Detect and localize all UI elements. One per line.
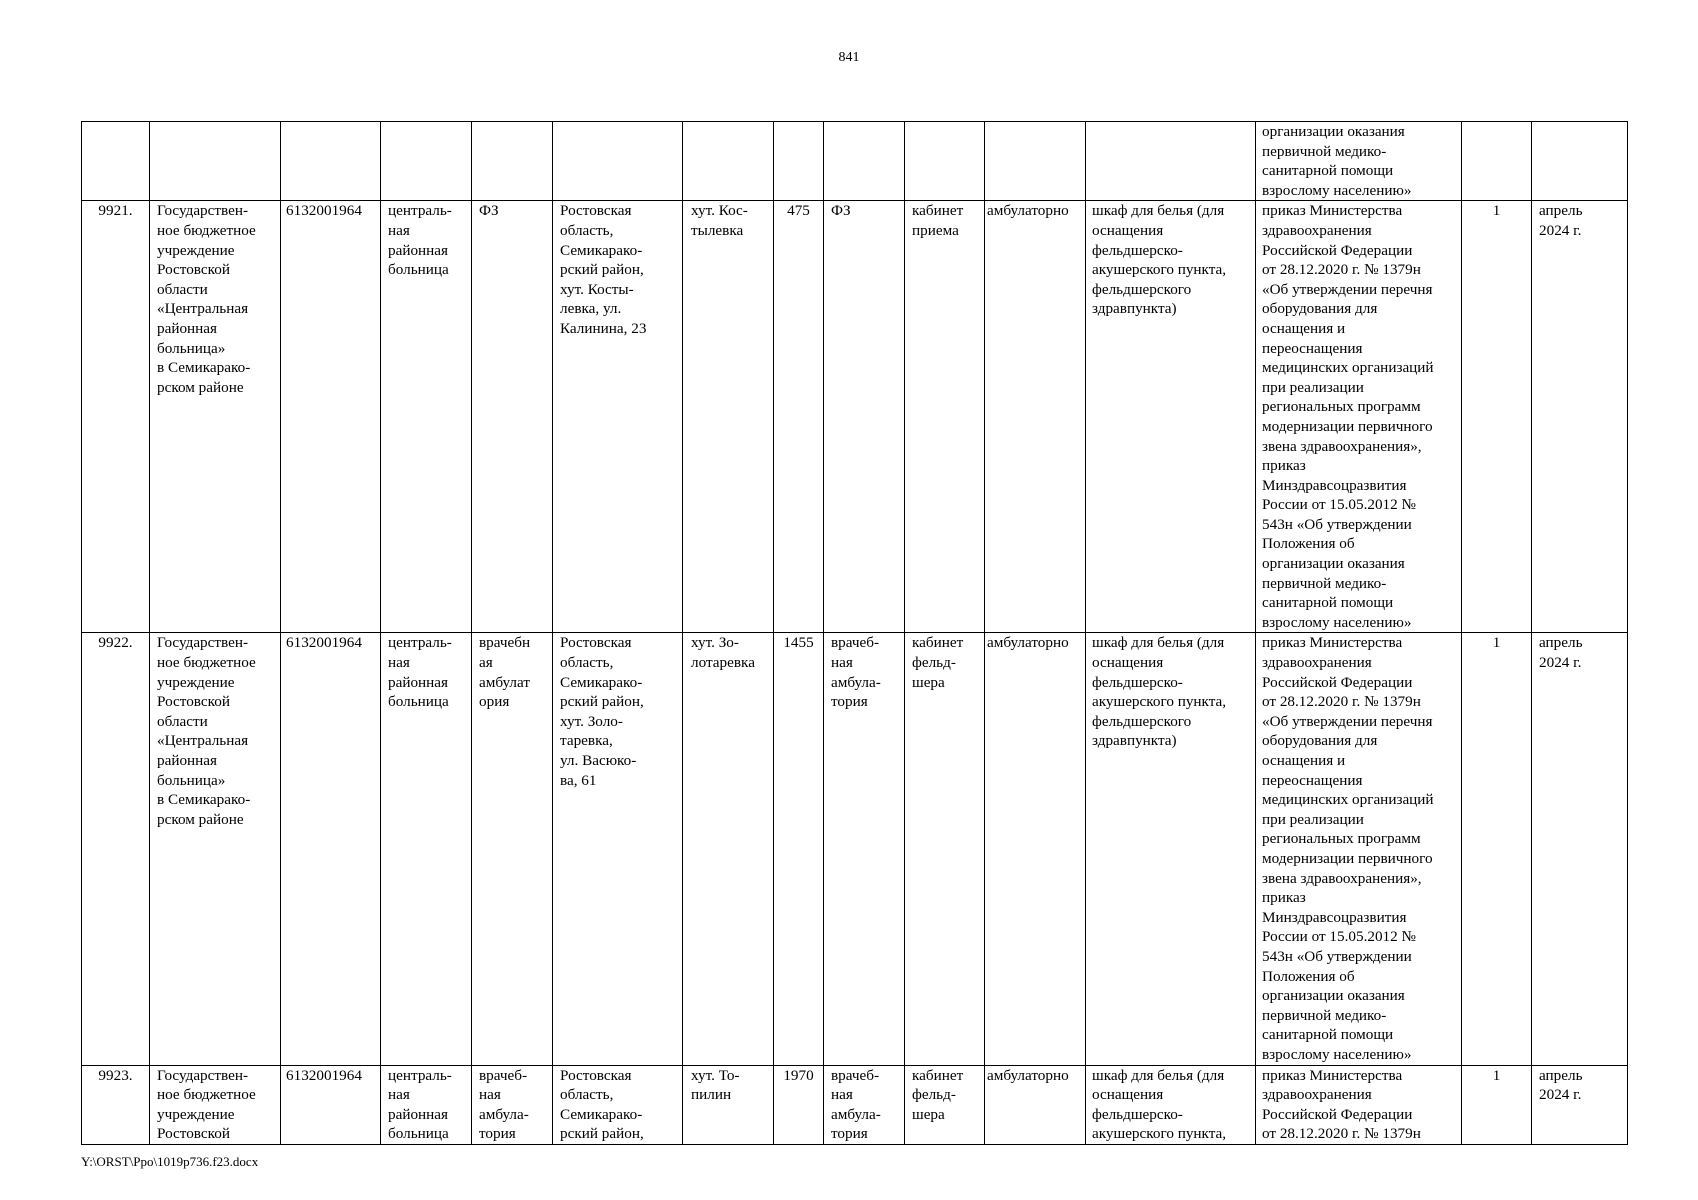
cell-quantity	[1462, 122, 1532, 201]
table-row-continuation	[82, 122, 1628, 201]
cell-population: 1455	[774, 633, 824, 1065]
cell-date: апрель 2024 г.	[1532, 201, 1628, 633]
cell-number: 9921.	[82, 201, 150, 633]
cell-unit-type: врачеб- ная амбула- тория	[472, 1065, 553, 1144]
cell-inn	[281, 122, 381, 201]
table-row	[82, 633, 1628, 1065]
cell-unit-name: врачеб- ная амбула- тория	[824, 633, 905, 1065]
page-number: 841	[838, 50, 860, 65]
cell-equipment	[1086, 122, 1256, 201]
cell-equipment: шкаф для белья (для оснащения фельдшерско- акушерского пункта, фельдшерского здравпункта)	[1086, 201, 1256, 633]
cell-address: Ростовская область, Семикарако- рский район, хут. Косты- левка, ул. Калинина, 23	[553, 201, 683, 633]
cell-organization	[150, 122, 281, 201]
cell-population: 475	[774, 201, 824, 633]
cell-cabinet: кабинет фельд- шера	[905, 633, 985, 1065]
table-row	[82, 1065, 1628, 1144]
cell-cabinet: кабинет приема	[905, 201, 985, 633]
cell-unit-type	[472, 122, 553, 201]
cell-unit-name: врачеб- ная амбула- тория	[824, 1065, 905, 1144]
cell-address	[553, 122, 683, 201]
cell-unit-type: врачебн ая амбулат ория	[472, 633, 553, 1065]
cell-quantity: 1	[1462, 201, 1532, 633]
cell-number: 9922.	[82, 633, 150, 1065]
cell-care-type: амбулаторно	[985, 633, 1086, 1065]
cell-inn: 6132001964	[281, 633, 381, 1065]
cell-settlement: хут. Зо- лотаревка	[683, 633, 774, 1065]
cell-unit-type: ФЗ	[472, 201, 553, 633]
cell-cabinet: кабинет фельд- шера	[905, 1065, 985, 1144]
cell-number	[82, 122, 150, 201]
cell-org-type: централь- ная районная больница	[381, 1065, 472, 1144]
cell-equipment: шкаф для белья (для оснащения фельдшерско- акушерского пункта, фельдшерского здравпункта)	[1086, 633, 1256, 1065]
cell-quantity: 1	[1462, 1065, 1532, 1144]
cell-care-type	[985, 122, 1086, 201]
cell-date: апрель 2024 г.	[1532, 633, 1628, 1065]
cell-number: 9923.	[82, 1065, 150, 1144]
cell-date: апрель 2024 г.	[1532, 1065, 1628, 1144]
cell-org-type: централь- ная районная больница	[381, 633, 472, 1065]
footer-file-path: Y:\ORST\Ppo\1019p736.f23.docx	[81, 1154, 259, 1169]
cell-documents: приказ Министерства здравоохранения Российской Федерации от 28.12.2020 г. № 1379н	[1256, 1065, 1462, 1144]
cell-organization: Государствен- ное бюджетное учреждение Ростовской области «Центральная районная больница» в Семикарако- рском районе	[150, 633, 281, 1065]
cell-org-type: централь- ная районная больница	[381, 201, 472, 633]
cell-organization: Государствен- ное бюджетное учреждение Ростовской	[150, 1065, 281, 1144]
cell-documents: приказ Министерства здравоохранения Российской Федерации от 28.12.2020 г. № 1379н «Об утверждении перечня оборудования для оснащения и переоснащения медицинских организаций при реализации региональных программ модернизации первичного звена здравоохранения», приказ Минздравсоцразвития России от 15.05.2012 № 543н «Об утверждении Положения об организации оказания первичной медико- санитарной помощи взрослому населению»	[1256, 633, 1462, 1065]
cell-inn: 6132001964	[281, 1065, 381, 1144]
cell-unit-name: ФЗ	[824, 201, 905, 633]
cell-quantity: 1	[1462, 633, 1532, 1065]
cell-population: 1970	[774, 1065, 824, 1144]
cell-settlement	[683, 122, 774, 201]
cell-date	[1532, 122, 1628, 201]
cell-population	[774, 122, 824, 201]
cell-care-type: амбулаторно	[985, 1065, 1086, 1144]
cell-address: Ростовская область, Семикарако- рский район,	[553, 1065, 683, 1144]
cell-unit-name	[824, 122, 905, 201]
cell-documents: организации оказания первичной медико- санитарной помощи взрослому населению»	[1256, 122, 1462, 201]
table-row	[82, 201, 1628, 633]
cell-cabinet	[905, 122, 985, 201]
cell-org-type	[381, 122, 472, 201]
cell-organization: Государствен- ное бюджетное учреждение Ростовской области «Центральная районная больница» в Семикарако- рском районе	[150, 201, 281, 633]
cell-address: Ростовская область, Семикарако- рский район, хут. Золо- таревка, ул. Васюко- ва, 61	[553, 633, 683, 1065]
cell-settlement: хут. То- пилин	[683, 1065, 774, 1144]
cell-inn: 6132001964	[281, 201, 381, 633]
cell-settlement: хут. Кос- тылевка	[683, 201, 774, 633]
cell-equipment: шкаф для белья (для оснащения фельдшерско- акушерского пункта,	[1086, 1065, 1256, 1144]
cell-documents: приказ Министерства здравоохранения Российской Федерации от 28.12.2020 г. № 1379н «Об утверждении перечня оборудования для оснащения и переоснащения медицинских организаций при реализации региональных программ модернизации первичного звена здравоохранения», приказ Минздравсоцразвития России от 15.05.2012 № 543н «Об утверждении Положения об организации оказания первичной медико- санитарной помощи взрослому населению»	[1256, 201, 1462, 633]
cell-care-type: амбулаторно	[985, 201, 1086, 633]
equipment-table	[81, 121, 1628, 1145]
